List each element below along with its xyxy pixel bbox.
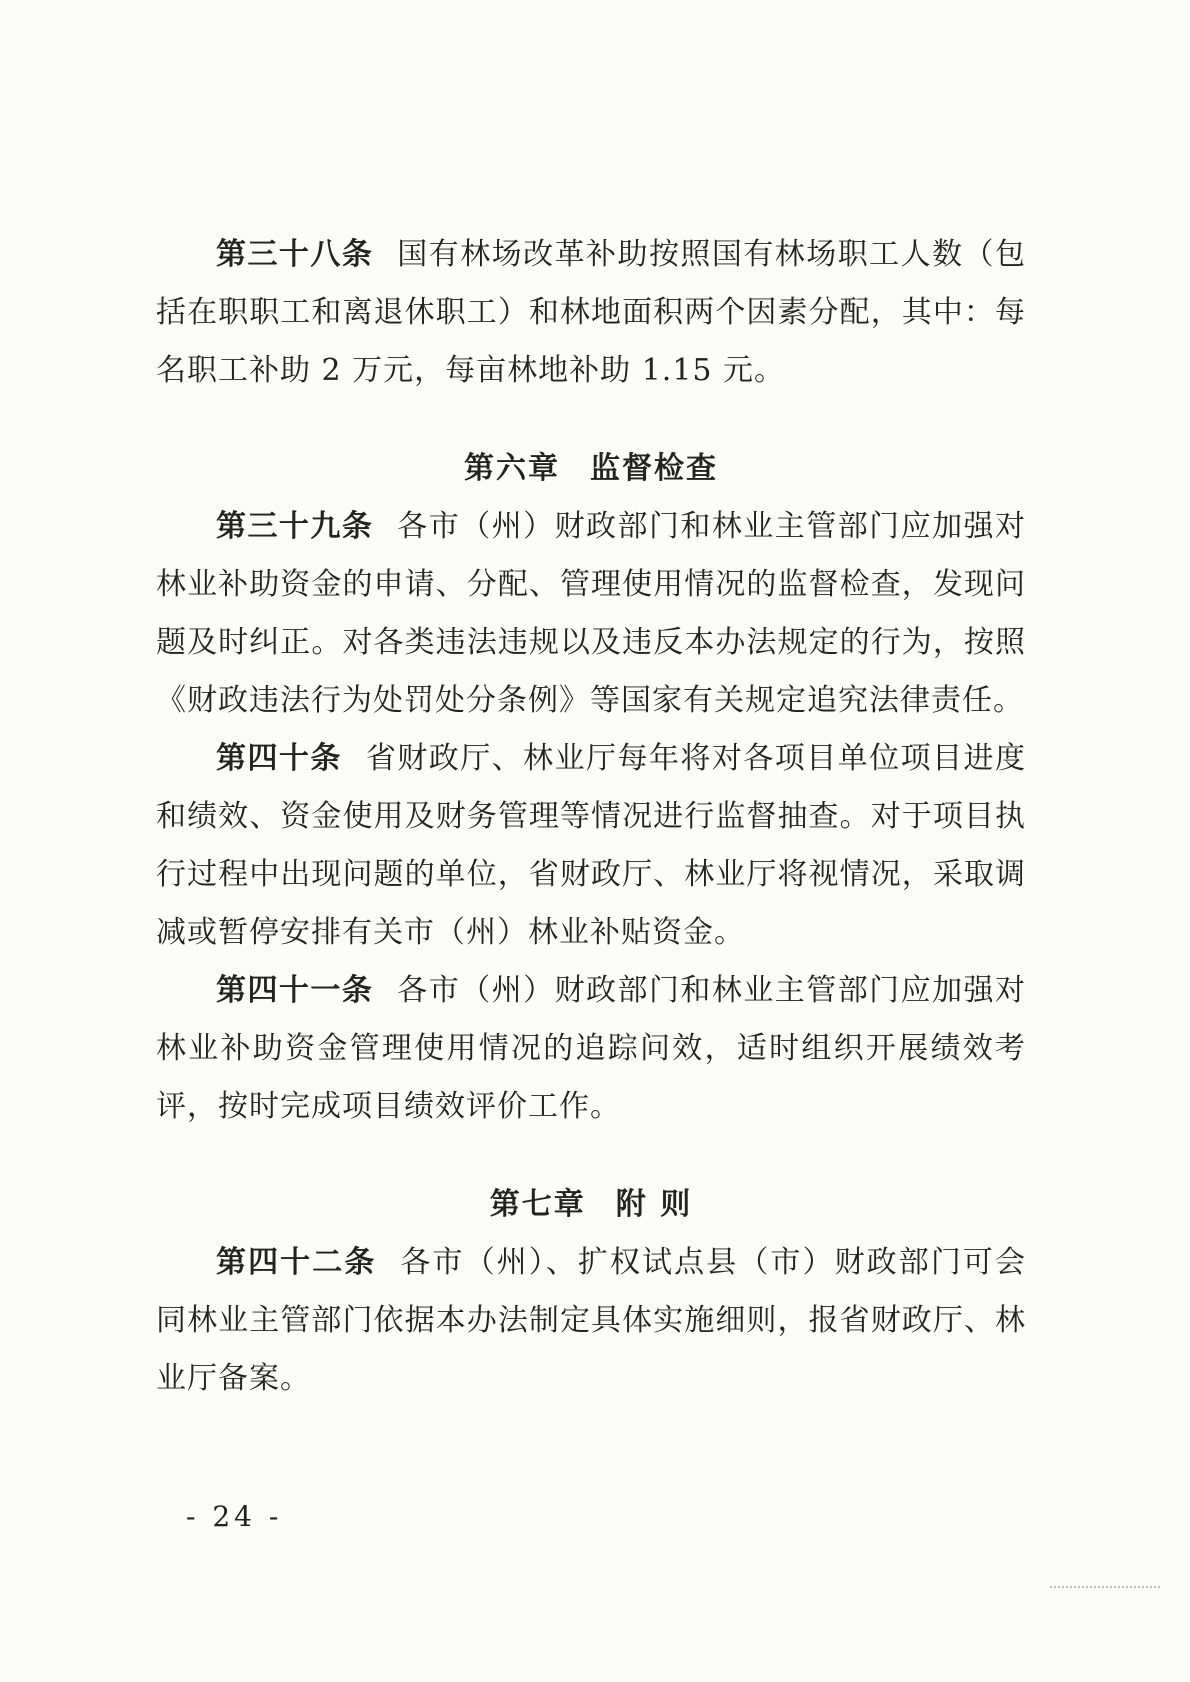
article-number: 第四十一条 (216, 973, 374, 1008)
article-40 (156, 730, 1026, 962)
chapter-number: 第七章 (489, 1187, 586, 1222)
document-body (156, 226, 1026, 1408)
article-text: 各市（州）、扩权试点县（市）财政部门可会同林业主管部门依据本办法制定具体实施细则，报省财政厅、林业厅备案。 (156, 1245, 1027, 1396)
chapter-heading-7 (156, 1176, 1026, 1234)
page-number: - 24 - (186, 1500, 283, 1533)
chapter-number: 第六章 (464, 451, 560, 486)
article-number: 第四十条 (216, 741, 342, 776)
article-42 (156, 1234, 1026, 1408)
article-text: 省财政厅、林业厅每年将对各项目单位项目进度和绩效、资金使用及财务管理等情况进行监督抽查。对于项目执行过程中出现问题的单位，省财政厅、林业厅将视情况，采取调减或暂停安排有关市（州）林业补贴资金。 (156, 741, 1027, 950)
article-number: 第四十二条 (216, 1245, 377, 1280)
article-number: 第三十九条 (216, 509, 374, 544)
article-text: 各市（州）财政部门和林业主管部门应加强对林业补助资金管理使用情况的追踪问效，适时组织开展绩效考评，按时完成项目绩效评价工作。 (156, 973, 1027, 1124)
article-39 (156, 498, 1026, 730)
chapter-title: 附 则 (615, 1187, 693, 1222)
scan-artifact (1050, 1586, 1160, 1588)
article-38 (156, 226, 1026, 400)
chapter-title: 监督检查 (590, 451, 718, 486)
chapter-heading-6 (156, 440, 1026, 498)
article-41 (156, 962, 1026, 1136)
article-number: 第三十八条 (216, 237, 374, 272)
article-text: 国有林场改革补助按照国有林场职工人数（包括在职职工和离退休职工）和林地面积两个因素分配，其中：每名职工补助 2 万元，每亩林地补助 1.15 元。 (156, 237, 1027, 388)
article-text: 各市（州）财政部门和林业主管部门应加强对林业补助资金的申请、分配、管理使用情况的监督检查，发现问题及时纠正。对各类违法违规以及违反本办法规定的行为，按照《财政违法行为处罚处分条例》等国家有关规定追究法律责任。 (156, 509, 1027, 718)
